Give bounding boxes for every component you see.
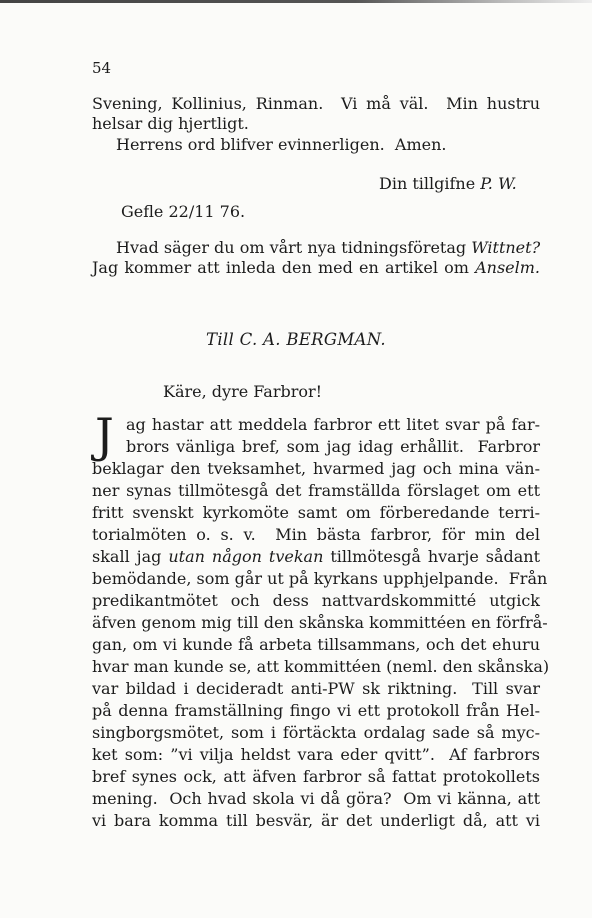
postscript-text: Jag kommer att inleda den med en artikel om xyxy=(92,258,476,277)
body-line: gan, om vi kunde få arbeta tillsammans, och det ehuru xyxy=(92,635,540,654)
body-line: hvar man kunde se, att kommittéen (neml. den skånska) xyxy=(92,657,550,676)
body-line: singborgsmötet, som i förtäckta ordalag sade så myc- xyxy=(92,723,540,742)
intro-line-1: Svening, Kollinius, Rinman. Vi må väl. Min hustru xyxy=(92,94,540,113)
signature-prefix: Din tillgifne xyxy=(379,174,481,193)
body-line: var bildad i decideradt anti-PW sk riktning. Till svar xyxy=(92,679,540,698)
page-top-edge xyxy=(0,0,592,3)
body-line: vi bara komma till besvär, är det underligt då, att vi xyxy=(92,811,540,830)
body-line: ag hastar att meddela farbror ett litet svar på far- xyxy=(126,415,540,434)
intro-line-3: Herrens ord blifver evinnerligen. Amen. xyxy=(116,135,447,154)
body-line: ket som: ”vi vilja heldst vara eder qvitt”. Af farbrors xyxy=(92,745,540,764)
intro-line-2: helsar dig hjertligt. xyxy=(92,114,249,133)
dateline: Gefle 22/11 76. xyxy=(121,202,246,221)
body-text: skall jag xyxy=(92,547,169,566)
signature-initials: P. W. xyxy=(480,174,517,193)
body-line: fritt svenskt kyrkomöte samt om förberedande terri- xyxy=(92,503,540,522)
postscript-line-1 xyxy=(116,238,540,258)
body-text: tillmötesgå hvarje sådant xyxy=(323,547,541,566)
body-line: brors vänliga bref, som jag idag erhållit. Farbror xyxy=(126,437,540,456)
article-subject: Anselm. xyxy=(475,258,540,277)
body-line: predikantmötet och dess nattvardskommitté utgick xyxy=(92,591,540,610)
page-number: 54 xyxy=(92,59,112,77)
body-line: mening. Och hvad skola vi då göra? Om vi känna, att xyxy=(92,789,540,808)
body-line: beklagar den tveksamhet, hvarmed jag och mina vän- xyxy=(92,459,540,478)
postscript-text: Hvad säger du om vårt nya tidningsföretag xyxy=(116,238,472,257)
letter-heading: Till C. A. BERGMAN. xyxy=(206,330,386,349)
body-line: ner synas tillmötesgå det framställda förslaget om ett xyxy=(92,481,540,500)
emphasis-text: utan någon tvekan xyxy=(168,547,324,566)
body-line: bemödande, som går ut på kyrkans upphjelpande. Från xyxy=(92,569,548,588)
drop-cap: J xyxy=(95,409,114,464)
body-line xyxy=(92,547,540,567)
newspaper-title: Wittnet? xyxy=(471,238,541,257)
body-line: på denna framställning fingo vi ett protokoll från Hel- xyxy=(92,701,540,720)
salutation: Käre, dyre Farbror! xyxy=(163,382,323,401)
body-line: äfven genom mig till den skånska kommittéen en förfrå- xyxy=(92,613,548,632)
body-line: bref synes ock, att äfven farbror så fattat protokollets xyxy=(92,767,540,786)
body-line: torialmöten o. s. v. Min bästa farbror, för min del xyxy=(92,525,540,544)
postscript-line-2 xyxy=(92,258,540,278)
signature xyxy=(379,174,517,194)
